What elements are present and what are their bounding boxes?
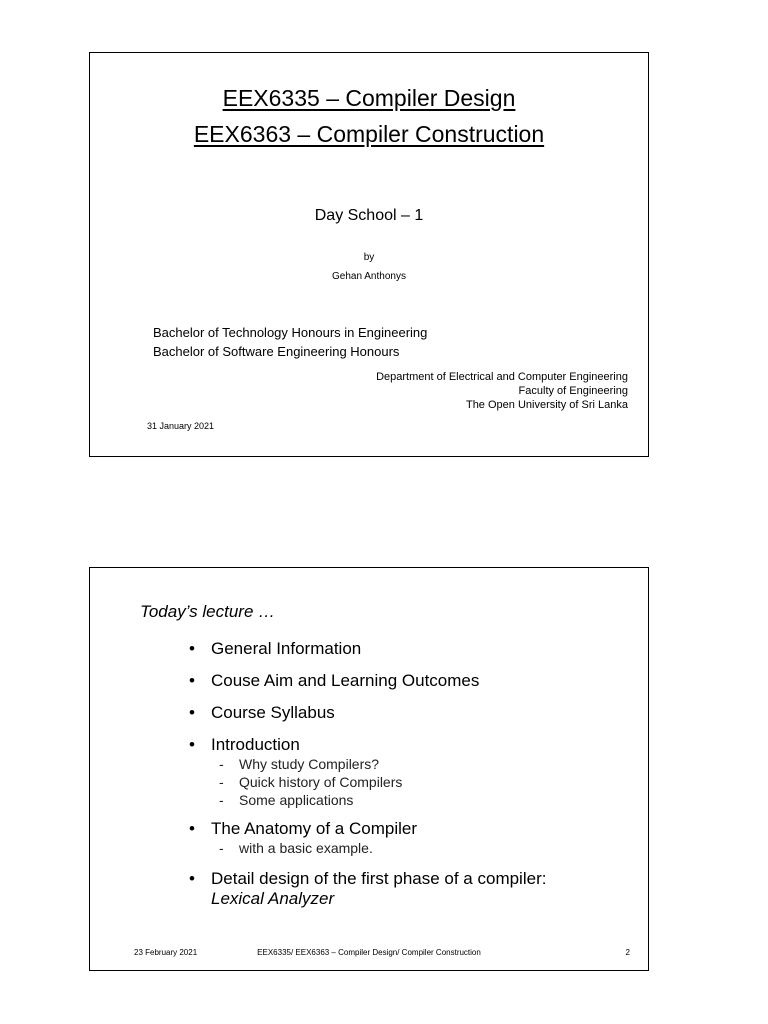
course-title-2: EEX6363 – Compiler Construction [193,121,545,147]
by-label: by [363,252,375,263]
faculty-line: Faculty of Engineering [518,385,628,397]
university-line: The Open University of Sri Lanka [465,399,628,411]
course-title-1: EEX6335 – Compiler Design [222,85,516,111]
agenda-list [187,639,546,909]
program-line: Bachelor of Software Engineering Honours [153,344,400,359]
agenda-slide [89,567,649,971]
sub-item: - Some applications [217,791,546,809]
footer-course: EEX6335/ EEX6363 – Compiler Design/ Compiler Construction [257,948,481,957]
agenda-heading: Today’s lecture … [140,602,276,621]
sub-item: - Why study Compilers? [217,755,546,773]
sub-list [187,839,546,857]
agenda-item: • The Anatomy of a Compiler - with a basic example. [187,819,546,857]
day-school-subtitle: Day School – 1 [314,207,424,224]
page-number: 2 [625,948,630,957]
agenda-item: • Couse Aim and Learning Outcomes [187,671,546,691]
agenda-item: • Course Syllabus [187,703,546,723]
title-slide [89,52,649,457]
agenda-item: • Introduction - Why study Compilers? - Quick history of Compilers - Some applications [187,735,546,809]
affiliation-block [376,370,628,412]
department-line: Department of Electrical and Computer Engineering [376,371,628,383]
agenda-item: • Detail design of the first phase of a compiler: Lexical Analyzer [187,869,546,909]
sub-item: - Quick history of Compilers [217,773,546,791]
sub-list [187,755,546,809]
footer-date: 23 February 2021 [134,948,198,957]
program-line: Bachelor of Technology Honours in Engineering [153,325,428,340]
slide-date: 31 January 2021 [147,421,215,431]
sub-item: - with a basic example. [217,839,546,857]
author-name: Gehan Anthonys [332,271,406,282]
programs-block [153,323,427,361]
agenda-item: • General Information [187,639,546,659]
